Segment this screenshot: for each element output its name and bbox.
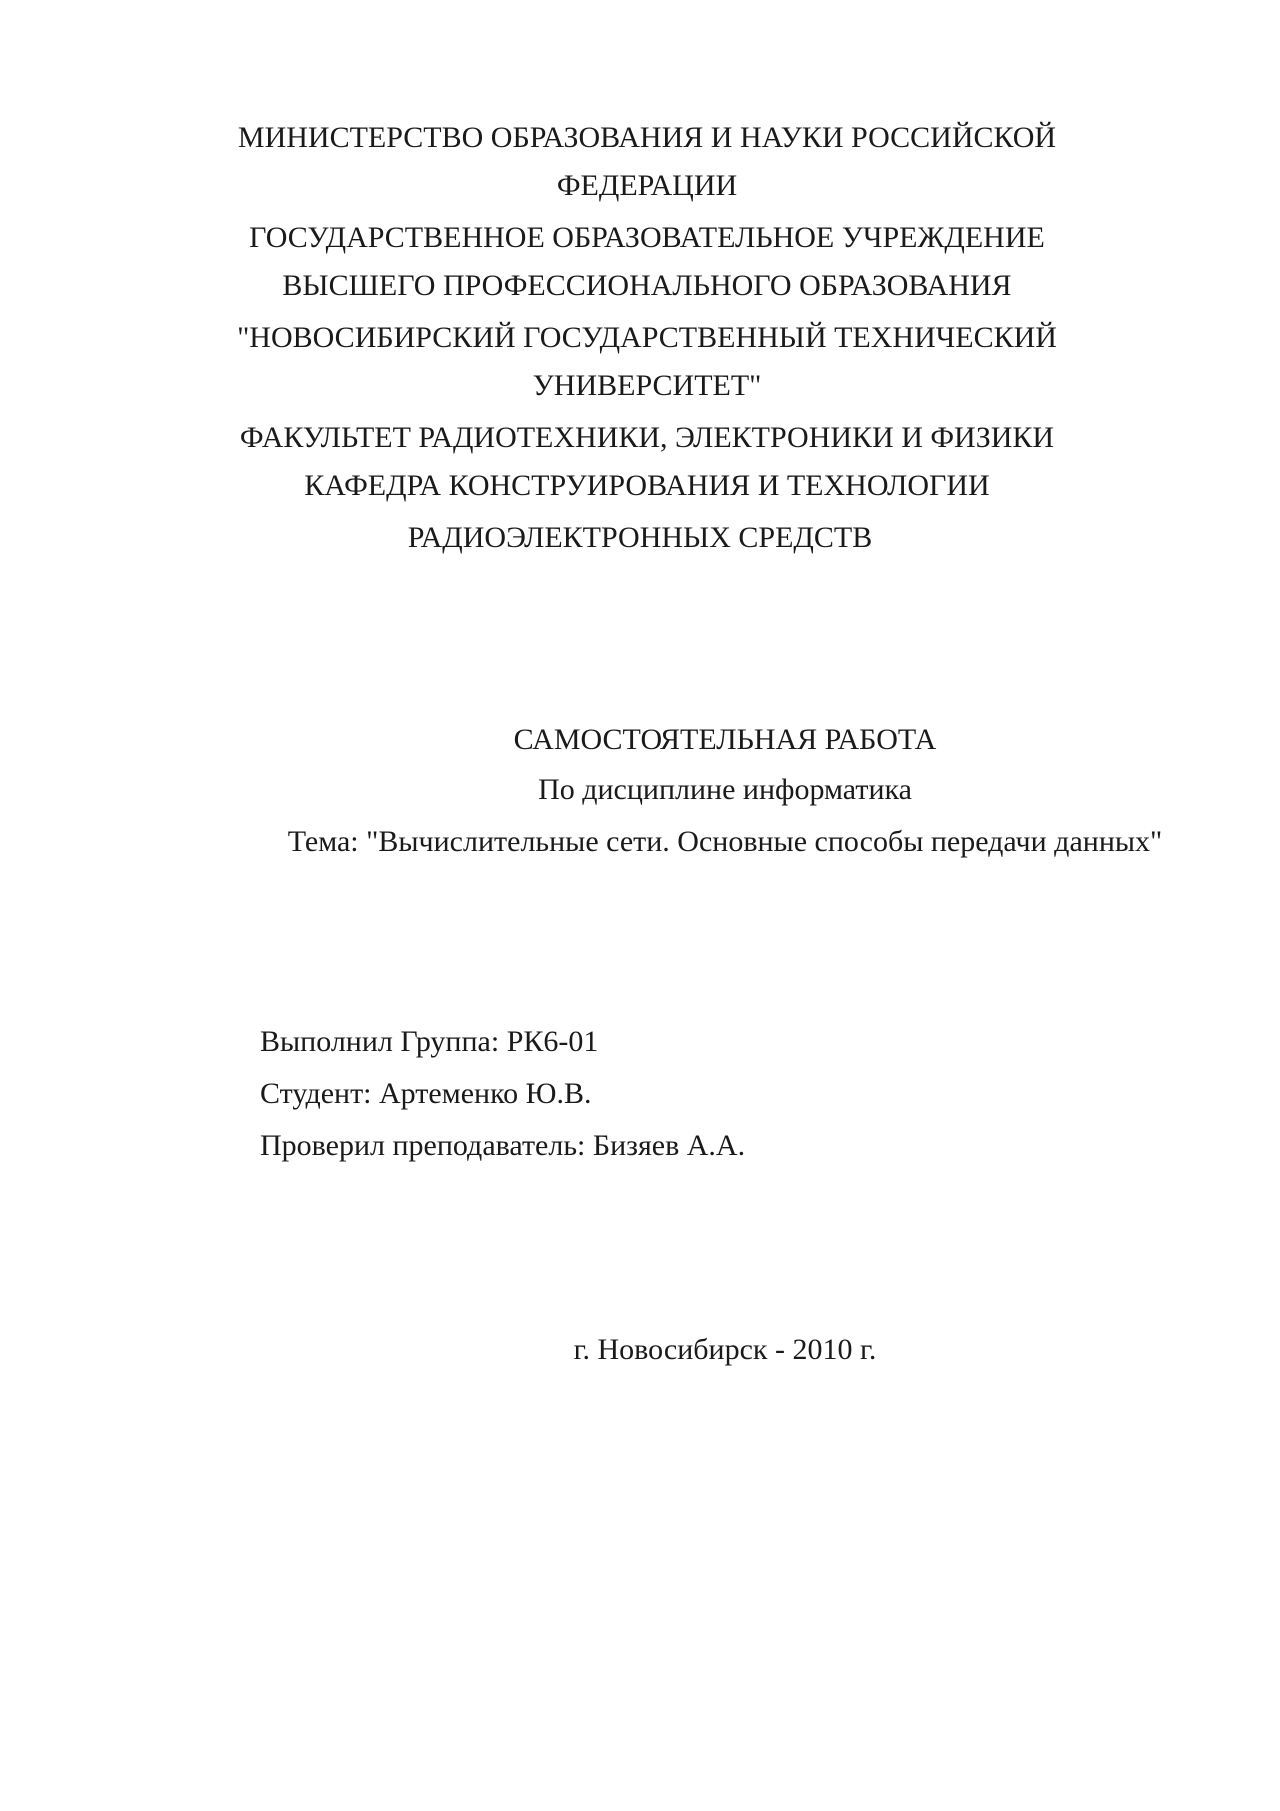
header-line-radioelectronics: РАДИОЭЛЕКТРОННЫХ СРЕДСТВ [407,521,873,554]
discipline-line: По дисциплине информатика [538,773,912,806]
header-line-higher-education: ВЫСШЕГО ПРОФЕССИОНАЛЬНОГО ОБРАЗОВАНИЯ [282,269,1012,302]
topic-line: Тема: "Вычислительные сети. Основные способы передачи данных" [287,825,1163,858]
header-line-ministry: МИНИСТЕРСТВО ОБРАЗОВАНИЯ И НАУКИ РОССИЙСКОЙ [237,121,1057,154]
header-line-federation: ФЕДЕРАЦИИ [556,169,738,202]
author-student-line: Студент: Артеменко Ю.В. [260,1077,592,1110]
work-type-title: САМОСТОЯТЕЛЬНАЯ РАБОТА [513,723,937,756]
header-line-university: УНИВЕРСИТЕТ" [532,369,762,402]
header-line-institution: ГОСУДАРСТВЕННОЕ ОБРАЗОВАТЕЛЬНОЕ УЧРЕЖДЕНИЕ [249,221,1045,254]
header-line-department: КАФЕДРА КОНСТРУИРОВАНИЯ И ТЕХНОЛОГИИ [304,469,990,502]
author-group-line: Выполнил Группа: РК6-01 [260,1025,599,1058]
header-line-faculty: ФАКУЛЬТЕТ РАДИОТЕХНИКИ, ЭЛЕКТРОНИКИ И ФИЗИКИ [239,421,1055,454]
header-line-university-name: "НОВОСИБИРСКИЙ ГОСУДАРСТВЕННЫЙ ТЕХНИЧЕСКИЙ [237,321,1057,354]
city-year-line: г. Новосибирск - 2010 г. [573,1333,877,1366]
reviewer-line: Проверил преподаватель: Бизяев А.А. [260,1129,746,1162]
